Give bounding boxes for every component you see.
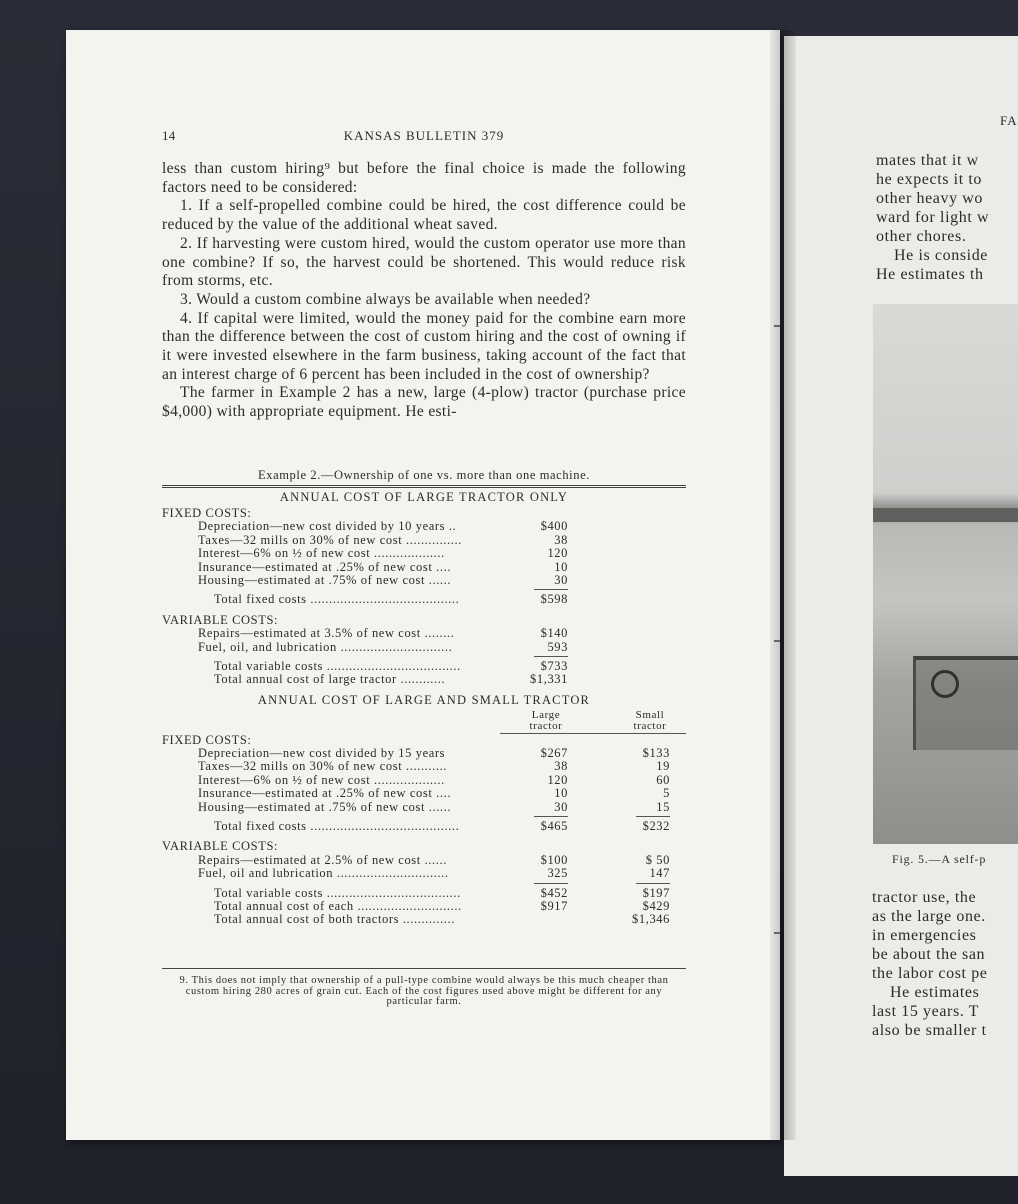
text-line: be about the san: [872, 946, 986, 963]
text-line: He estimates: [890, 984, 980, 1001]
right-running-head: FA: [1000, 113, 1018, 128]
text-line: he expects it to: [876, 171, 983, 188]
farmstead-horizon: [873, 508, 1018, 522]
steering-wheel: [931, 670, 959, 698]
table-row: Depreciation—new cost divided by 10 years .. $400: [198, 519, 568, 534]
total-row: Total variable costs .................................... $733: [214, 658, 568, 673]
total-row: Total fixed costs ........................................ $465 $232: [214, 819, 670, 834]
col-large-tractor: Large tractor: [529, 708, 563, 732]
table-row: Repairs—estimated at 3.5% of new cost ........ $140: [198, 626, 568, 641]
combine-photo: [873, 304, 1018, 844]
table-row: Interest—6% on ½ of new cost ................... 120: [198, 546, 568, 561]
margin-mark: [774, 932, 780, 934]
footnote-rule: [162, 968, 686, 969]
table-row: Fuel, oil, and lubrication .............................. 593: [198, 639, 568, 654]
figure-caption: Fig. 5.—A self-p: [892, 852, 987, 866]
text-line: other chores.: [876, 228, 967, 245]
section-title: ANNUAL COST OF LARGE TRACTOR ONLY: [279, 490, 569, 504]
variable-costs-heading: VARIABLE COSTS:: [162, 612, 279, 627]
table-row: Fuel, oil and lubrication .............................. 325 147: [198, 866, 670, 881]
example-caption: Example 2.—Ownership of one vs. more than one machine.: [258, 468, 590, 482]
total-row: Total annual cost of large tractor ............ $1,331: [214, 672, 568, 687]
table-row: Housing—estimated at .75% of new cost ...... 30 15: [198, 799, 670, 814]
table-row: Taxes—32 mills on 30% of new cost ............... 38: [198, 532, 568, 547]
table-row: Depreciation—new cost divided by 15 years $267 $133: [198, 746, 670, 761]
text-line: ward for light w: [876, 209, 990, 226]
table-row: Repairs—estimated at 2.5% of new cost ...... $100 $ 50: [198, 852, 670, 867]
footnote: 9. This does not imply that ownership of a pull-type combine would always be this much cheaper than custom hiring 280 acres of grain cut. Each of the cost figures used above might be different for any particular farm.: [179, 975, 669, 1007]
table-row: Housing—estimated at .75% of new cost ...... 30: [198, 572, 568, 587]
table-row: Taxes—32 mills on 30% of new cost ........... 38 19: [198, 759, 670, 774]
fixed-costs-heading: FIXED COSTS:: [162, 732, 252, 747]
text-line: He estimates th: [876, 266, 984, 283]
paragraph: less than custom hiring⁹ but before the final choice is made the following factors need to be considered:: [162, 160, 686, 196]
margin-mark: [774, 325, 780, 327]
text-line: last 15 years. T: [872, 1003, 980, 1020]
paragraph: 1. If a self-propelled combine could be hired, the cost difference could be reduced by the value of the additional wheat saved.: [162, 197, 686, 234]
paragraph: The farmer in Example 2 has a new, large (4-plow) tractor (purchase price $4,000) with appropriate equipment. He esti-: [162, 384, 686, 421]
right-page-text-bottom: [872, 888, 1018, 1040]
col-small-tractor: Small tractor: [633, 708, 667, 732]
paragraph: 3. Would a custom combine always be available when needed?: [180, 290, 591, 308]
page-number: 14: [162, 128, 176, 143]
text-line: also be smaller t: [872, 1022, 987, 1039]
column-headers: [162, 710, 686, 734]
text-line: other heavy wo: [876, 190, 984, 207]
text-line: mates that it w: [876, 152, 979, 169]
text-line: He is conside: [894, 247, 989, 264]
combine-machine: [913, 656, 1018, 750]
running-title: KANSAS BULLETIN 379: [343, 128, 505, 143]
total-row: Total annual cost of both tractors .............. $1,346: [214, 912, 670, 927]
total-row: Total variable costs .................................... $452 $197: [214, 885, 670, 900]
text-line: as the large one.: [872, 908, 986, 925]
double-rule: [162, 485, 686, 488]
right-page-text-top: [876, 151, 1018, 284]
variable-costs-heading: VARIABLE COSTS:: [162, 839, 279, 854]
text-line: in emergencies: [872, 927, 977, 944]
total-row: Total annual cost of each ............................ $917 $429: [214, 898, 670, 913]
text-line: the labor cost pe: [872, 965, 988, 982]
section-title: ANNUAL COST OF LARGE AND SMALL TRACTOR: [257, 692, 591, 707]
text-line: tractor use, the: [872, 889, 977, 906]
margin-mark: [774, 640, 780, 642]
table-row: Insurance—estimated at .25% of new cost .... 10 5: [198, 786, 670, 801]
paragraph: 4. If capital were limited, would the money paid for the combine earn more than the difference between the cost of custom hiring and the cost of owning if it were invested elsewhere in the farm business, taking account of the fact that an interest charge of 6 percent has been included in the cost of ownership?: [162, 309, 686, 383]
book-gutter: [770, 30, 796, 1140]
example-table: [162, 469, 686, 927]
table-row: Interest—6% on ½ of new cost ................... 120 60: [198, 772, 670, 787]
table-row: Insurance—estimated at .25% of new cost .... 10: [198, 559, 568, 574]
total-row: Total fixed costs ........................................ $598: [214, 592, 568, 607]
paragraph: 2. If harvesting were custom hired, would the custom operator use more than one combine? If so, the harvest could be shortened. This would reduce risk from storms, etc.: [162, 234, 686, 290]
fixed-costs-heading: FIXED COSTS:: [162, 506, 252, 520]
body-text: [162, 160, 686, 422]
